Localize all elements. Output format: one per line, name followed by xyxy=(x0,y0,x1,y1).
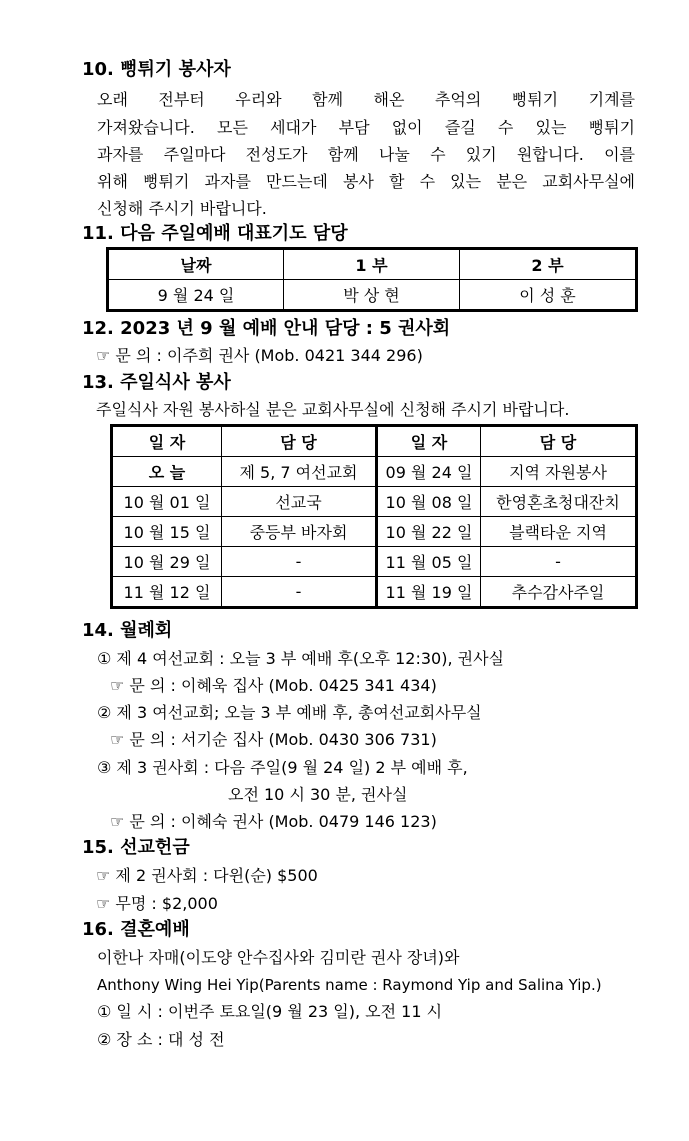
meal-assignee: 추수감사주일 xyxy=(481,577,637,608)
section-14-title: 14. 월례회 xyxy=(82,620,173,641)
wedding-line: ① 일 시 : 이번주 토요일(9 월 23 일), 오전 11 시 xyxy=(97,1002,443,1021)
table-row xyxy=(112,517,637,547)
meal-date: 오 늘 xyxy=(112,457,222,487)
meal-date: 11 월 19 일 xyxy=(377,577,481,608)
table-row xyxy=(112,547,637,577)
table-row xyxy=(112,457,637,487)
wedding-line: ② 장 소 : 대 성 전 xyxy=(97,1030,225,1049)
table-header-row xyxy=(112,426,637,457)
meeting-item-continued: 오전 10 시 30 분, 권사실 xyxy=(228,785,408,804)
table-header-row xyxy=(108,249,637,280)
meal-assignee: 한영혼초청대잔치 xyxy=(481,487,637,517)
section-10-line: 오래 전부터 우리와 함께 해온 추억의 뻥튀기 기계를 xyxy=(97,90,635,109)
section-13-note: 주일식사 자원 봉사하실 분은 교회사무실에 신청해 주시기 바랍니다. xyxy=(96,400,570,419)
section-10-line: 신청해 주시기 바랍니다. xyxy=(97,199,267,218)
meal-assignee: - xyxy=(222,547,377,577)
meal-date: 11 월 12 일 xyxy=(112,577,222,608)
offering-item: ☞ 무명 : $2,000 xyxy=(96,894,218,913)
meeting-contact: ☞ 문 의 : 서기순 집사 (Mob. 0430 306 731) xyxy=(110,730,437,749)
meeting-item: ③ 제 3 권사회 : 다음 주일(9 월 24 일) 2 부 예배 후, xyxy=(97,758,468,777)
section-13-title: 13. 주일식사 봉사 xyxy=(82,372,231,393)
section-15-title: 15. 선교헌금 xyxy=(82,837,190,858)
header-date: 일 자 xyxy=(112,426,222,457)
meal-date: 10 월 08 일 xyxy=(377,487,481,517)
header-service-2: 2 부 xyxy=(460,249,637,280)
meal-assignee: 지역 자원봉사 xyxy=(481,457,637,487)
section-12-title: 12. 2023 년 9 월 예배 안내 담당 : 5 권사회 xyxy=(82,318,451,339)
meal-assignee: 중등부 바자회 xyxy=(222,517,377,547)
meal-assignee: - xyxy=(222,577,377,608)
meal-date: 10 월 29 일 xyxy=(112,547,222,577)
wedding-line: 이한나 자매(이도양 안수집사와 김미란 권사 장녀)와 xyxy=(97,948,460,967)
section-10-line: 과자를 주일마다 전성도가 함께 나눌 수 있기 원합니다. 이를 xyxy=(97,145,635,164)
meal-assignee: 선교국 xyxy=(222,487,377,517)
table-row xyxy=(108,280,637,311)
section-16-title: 16. 결혼예배 xyxy=(82,919,190,940)
table-row xyxy=(112,577,637,608)
section-10-title: 10. 뻥튀기 봉사자 xyxy=(82,59,231,80)
header-date: 날짜 xyxy=(108,249,284,280)
table-row xyxy=(112,487,637,517)
meal-assignee: 블랙타운 지역 xyxy=(481,517,637,547)
section-10-line: 위해 뻥튀기 과자를 만드는데 봉사 할 수 있는 분은 교회사무실에 xyxy=(97,172,635,191)
meal-date: 09 월 24 일 xyxy=(377,457,481,487)
prayer-date: 9 월 24 일 xyxy=(108,280,284,311)
section-12-contact: ☞ 문 의 : 이주희 권사 (Mob. 0421 344 296) xyxy=(96,346,423,365)
header-date: 일 자 xyxy=(377,426,481,457)
meal-date: 10 월 15 일 xyxy=(112,517,222,547)
meeting-item: ① 제 4 여선교회 : 오늘 3 부 예배 후(오후 12:30), 권사실 xyxy=(97,649,505,668)
meal-date: 11 월 05 일 xyxy=(377,547,481,577)
prayer-leader-1: 박 상 현 xyxy=(284,280,460,311)
header-assignee: 담 당 xyxy=(222,426,377,457)
offering-item: ☞ 제 2 권사회 : 다윈(순) $500 xyxy=(96,866,318,885)
meal-service-table xyxy=(110,424,638,609)
meeting-contact: ☞ 문 의 : 이혜숙 권사 (Mob. 0479 146 123) xyxy=(110,812,437,831)
prayer-leader-2: 이 성 훈 xyxy=(460,280,637,311)
meal-assignee: - xyxy=(481,547,637,577)
meal-assignee: 제 5, 7 여선교회 xyxy=(222,457,377,487)
meeting-item: ② 제 3 여선교회; 오늘 3 부 예배 후, 총여선교회사무실 xyxy=(97,703,482,722)
section-10-line: 가져왔습니다. 모든 세대가 부담 없이 즐길 수 있는 뻥튀기 xyxy=(97,118,635,137)
meal-date: 10 월 22 일 xyxy=(377,517,481,547)
header-service-1: 1 부 xyxy=(284,249,460,280)
prayer-schedule-table xyxy=(106,247,638,312)
wedding-line: Anthony Wing Hei Yip(Parents name : Raymond Yip and Salina Yip.) xyxy=(97,976,602,994)
header-assignee: 담 당 xyxy=(481,426,637,457)
section-11-title: 11. 다음 주일예배 대표기도 담당 xyxy=(82,223,348,244)
meal-date: 10 월 01 일 xyxy=(112,487,222,517)
meeting-contact: ☞ 문 의 : 이혜욱 집사 (Mob. 0425 341 434) xyxy=(110,676,437,695)
